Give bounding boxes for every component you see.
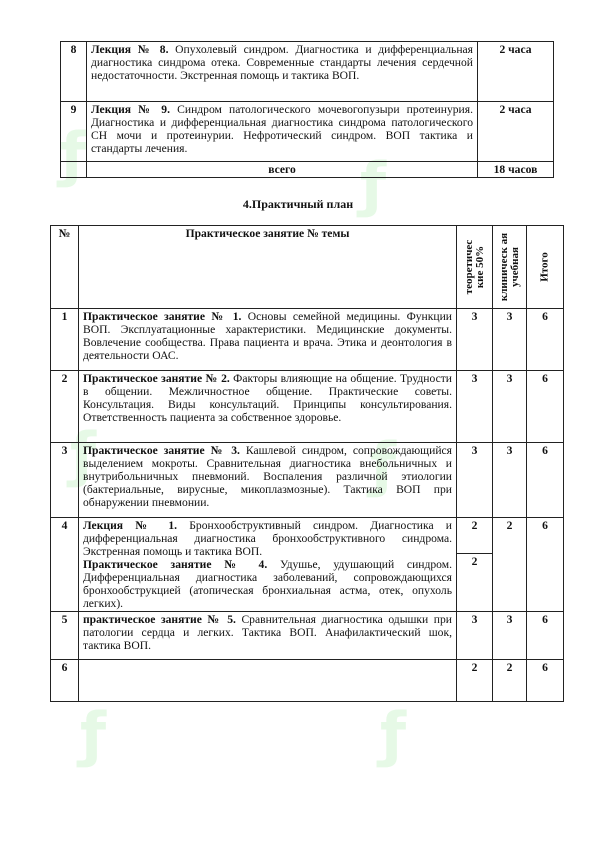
table-row [51, 660, 564, 702]
table-row [51, 443, 564, 518]
total-row [61, 162, 554, 178]
row-number: 1 [51, 309, 79, 371]
header-row [51, 226, 564, 309]
header-num: № [51, 226, 79, 309]
lecture-topic: Лекция № 9. Синдром патологического мочевогопузыри протеинурия. Диагностика и дифференциальная диагностика синдрома патологического СН мочи и протеинурии. Нефротический синдром. ВОП тактика и стандарты лечения. [87, 102, 478, 162]
clinical-hours: 3 [493, 371, 527, 443]
lecture-table [60, 41, 554, 178]
lecture-hours: 2 часа [478, 42, 554, 102]
row-number: 6 [51, 660, 79, 702]
clinical-hours: 2 [493, 660, 527, 702]
table-row [61, 42, 554, 102]
header-theory: теоретичес кие 50% [457, 226, 493, 309]
theory-hours: 3 [457, 612, 493, 660]
table-row [51, 309, 564, 371]
watermark-logo: ƒ [70, 420, 97, 490]
header-clinical: клиническ ая учебная [493, 226, 527, 309]
lecture-topic: Лекция № 8. Опухолевый синдром. Диагностика и дифференциальная диагностика синдрома отека. Современные стандарты лечения сердечной недостаточности. Экстренная помощь и тактика ВОП. [87, 42, 478, 102]
watermark-logo: ƒ [60, 120, 87, 190]
table-row [51, 612, 564, 660]
clinical-hours: 3 [493, 443, 527, 518]
practical-plan-table [50, 225, 564, 702]
total-hours: 6 [527, 443, 564, 518]
clinical-hours: 3 [493, 309, 527, 371]
total-hours: 6 [527, 612, 564, 660]
total-hours: 6 [527, 518, 564, 612]
theory-hours: 3 [457, 309, 493, 371]
total-hours: 6 [527, 371, 564, 443]
practical-topic: практическое занятие № 5. Сравнительная диагностика одышки при патологии сердца и легких. Тактика ВОП. Анафилактический шок, тактика ВОП. [79, 612, 457, 660]
practical-topic: Лекция № 1. Бронхообструктивный синдром. Диагностика и дифференциальная диагностика бронхообструктивного синдрома. Экстренная помощь и тактика ВОП. Практическое занятие № 4. Удушье, удушающий синдром. Дифференциальная диагностика заболеваний, сопровождающихся бронхообструкцией (атопическая бронхиальная астма, отек, опухоль легких). [79, 518, 457, 612]
lecture-hours: 2 часа [478, 102, 554, 162]
theory-hours: 2 [457, 660, 493, 702]
watermark-logo: ƒ [370, 430, 397, 500]
clinical-hours: 2 [493, 518, 527, 612]
total-label: всего [87, 162, 478, 178]
total-hours: 6 [527, 309, 564, 371]
watermark-logo: ƒ [360, 150, 387, 220]
table-row [51, 518, 564, 612]
header-topic: Практическое занятие № темы [79, 226, 457, 309]
row-number: 5 [51, 612, 79, 660]
practical-topic [79, 660, 457, 702]
header-total: Итого [527, 226, 564, 309]
total-hours: 18 часов [478, 162, 554, 178]
theory-hours: 2 [457, 518, 492, 554]
theory-hours: 2 [471, 555, 478, 568]
theory-hours: 3 [457, 443, 493, 518]
theory-hours: 3 [457, 371, 493, 443]
practical-topic: Практическое занятие № 2. Факторы влияющие на общение. Трудности в общении. Межличностное общение. Практические советы. Консультация. Виды консультаций. Принципы консультирования. Ответственность пациента за собственное здоровье. [79, 371, 457, 443]
section-title: 4.Практичный план [242, 197, 354, 211]
watermark-logo: ƒ [80, 700, 107, 770]
row-number: 9 [61, 102, 87, 162]
row-number: 3 [51, 443, 79, 518]
table-row [51, 371, 564, 443]
theory-hours-split [457, 518, 493, 612]
clinical-hours: 3 [493, 612, 527, 660]
practical-topic: Практическое занятие № 3. Кашлевой синдром, сопровождающийся выделением мокроты. Сравнительная диагностика внебольничных и внутрибольничных пневмоний. Воспаления различной этиологии (бактериальные, вирусные, микоплазмозные). Тактика ВОП при обнаружении пневмонии. [79, 443, 457, 518]
practical-topic: Практическое занятие № 1. Основы семейной медицины. Функции ВОП. Эксплуатационные характеристики. Медицинские документы. Вовлечение сообщества. Права пациента и врача. Этика и деонтология в деятельности ОАС. [79, 309, 457, 371]
total-hours: 6 [527, 660, 564, 702]
table-row [61, 102, 554, 162]
row-number: 4 [51, 518, 79, 612]
watermark-logo: ƒ [380, 700, 407, 770]
row-number: 8 [61, 42, 87, 102]
row-number: 2 [51, 371, 79, 443]
